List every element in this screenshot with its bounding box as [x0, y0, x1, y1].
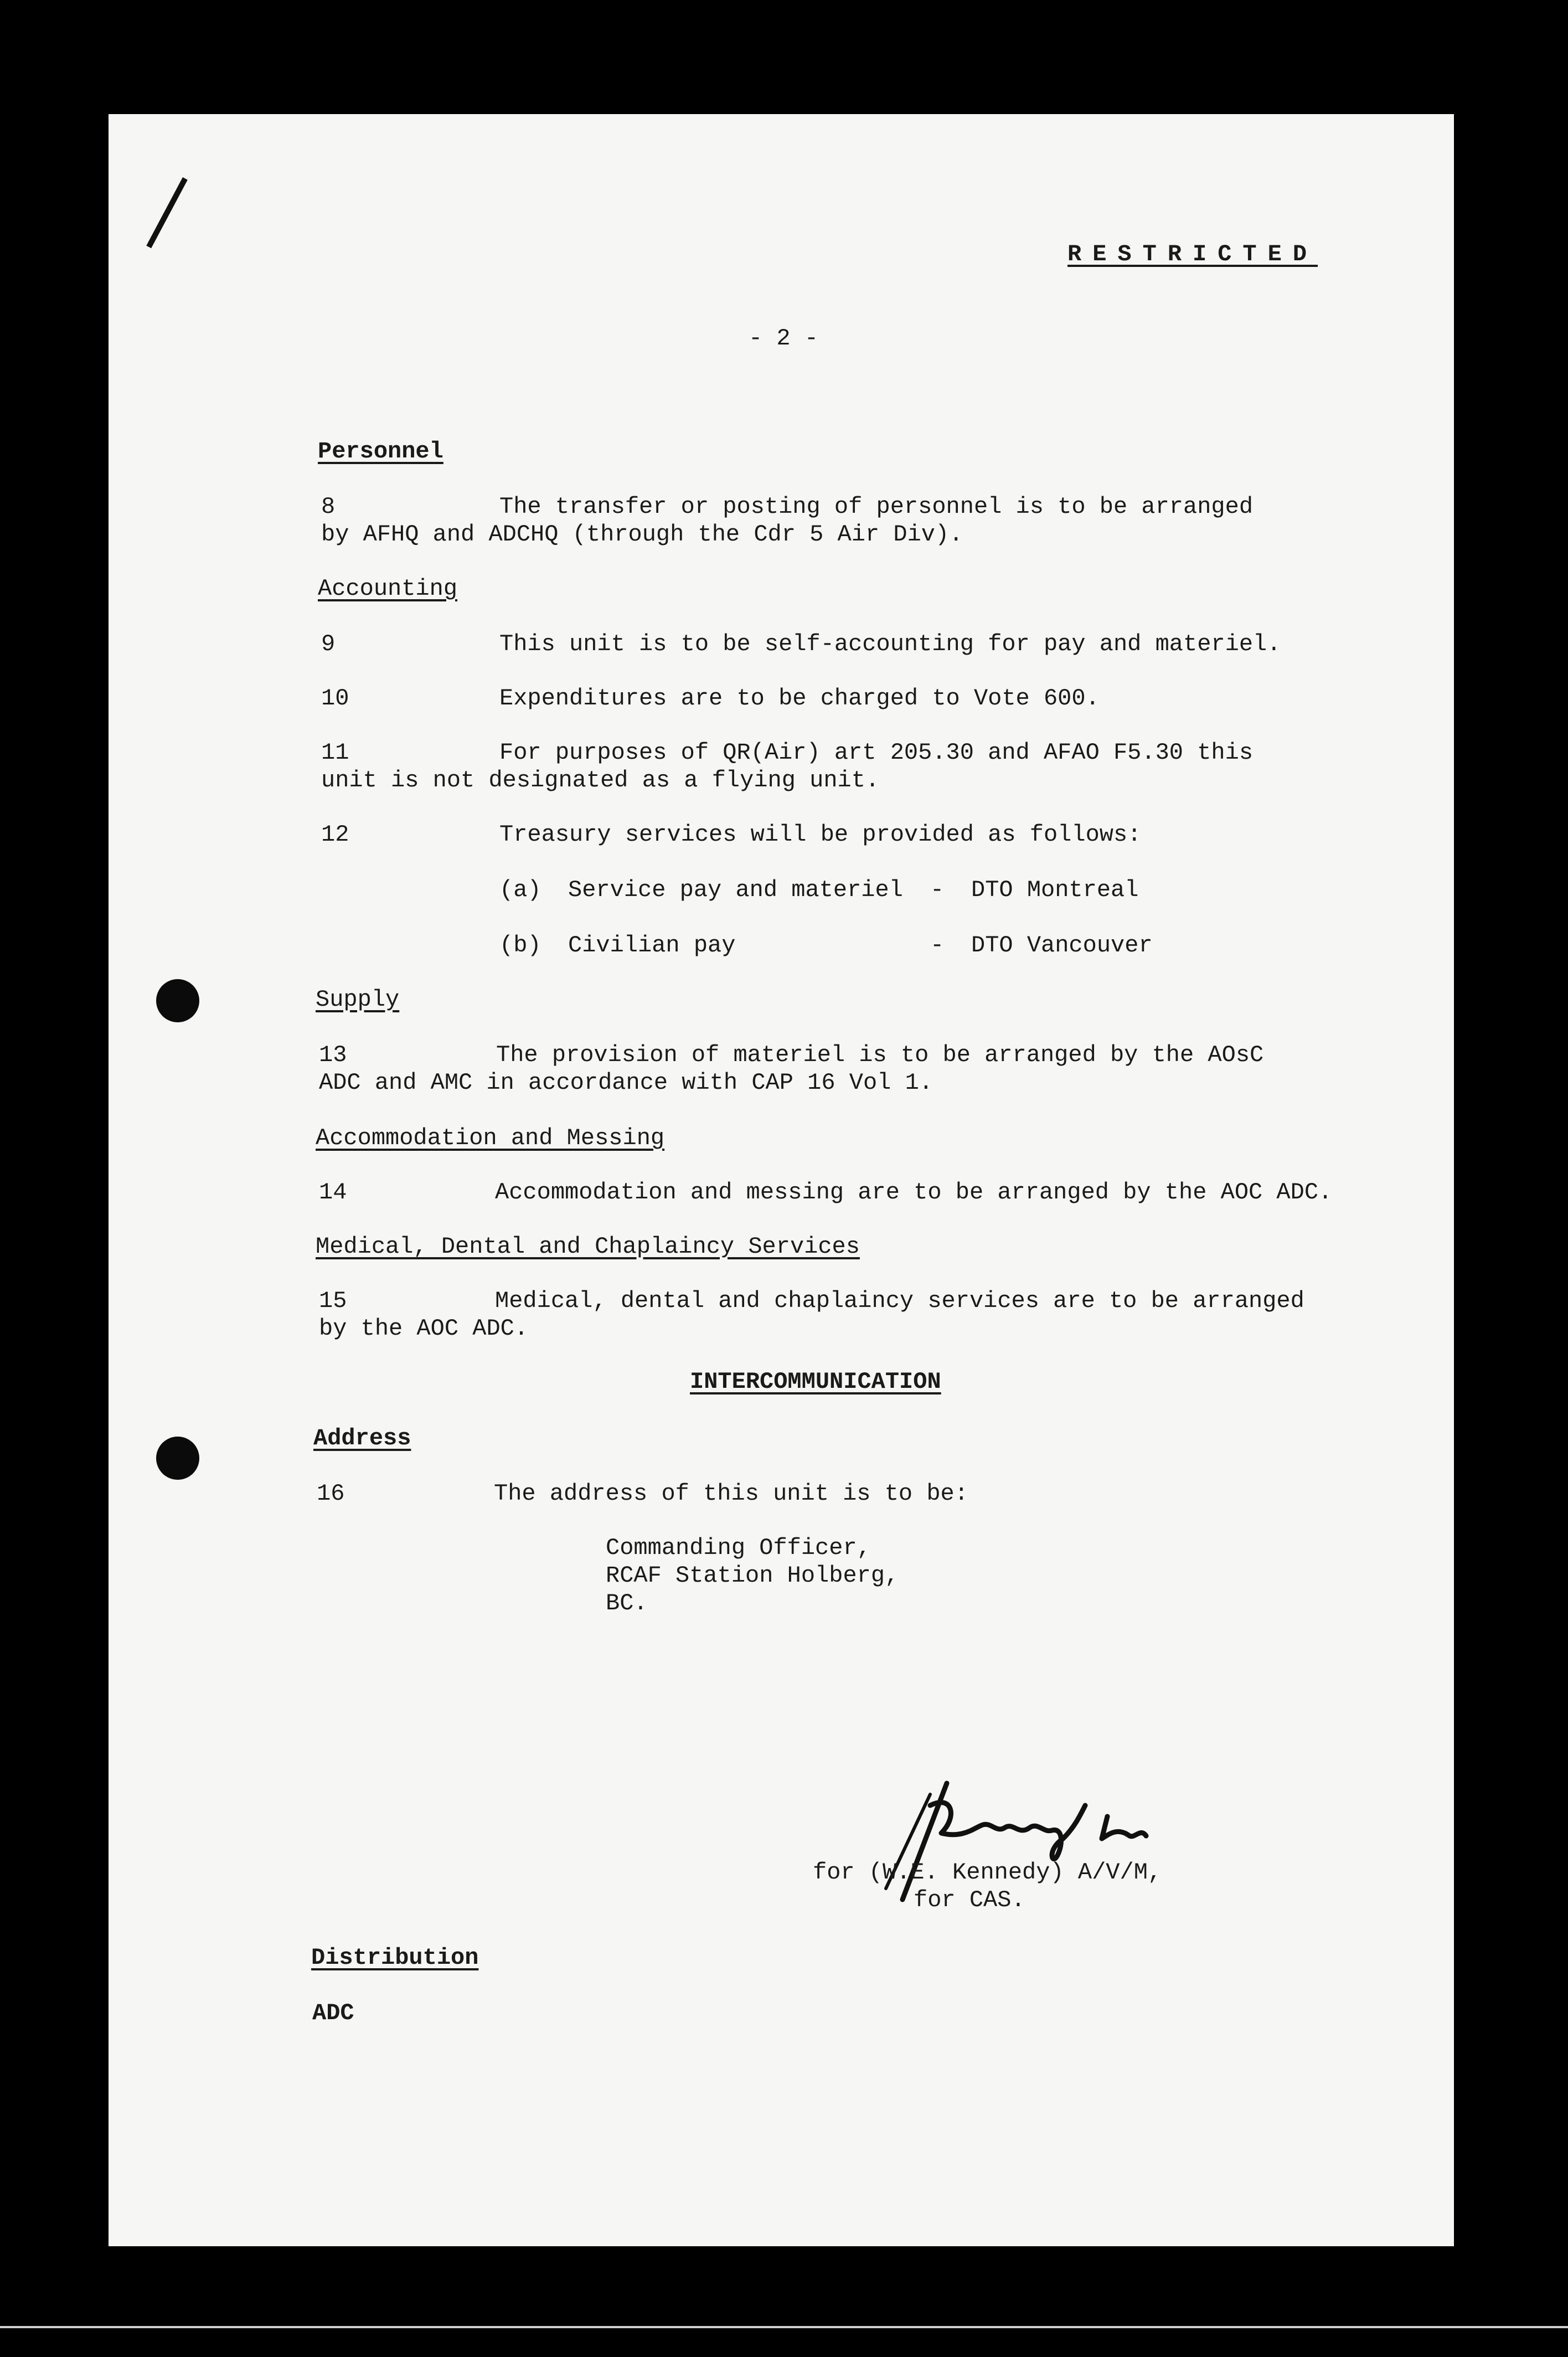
punch-hole-top — [156, 979, 199, 1022]
signature-line-2: for CAS. — [914, 1887, 1025, 1913]
item-a-office: DTO Montreal — [971, 877, 1139, 903]
classification-marking: RESTRICTED — [1067, 241, 1318, 267]
address-line-2: RCAF Station Holberg, — [606, 1562, 899, 1589]
item-a-service: Service pay and materiel — [568, 877, 903, 903]
para-15-line-2: by the AOC ADC. — [319, 1315, 529, 1342]
medical-heading: Medical, Dental and Chaplaincy Services — [316, 1233, 860, 1260]
item-a-dash: - — [930, 877, 945, 903]
para-11-number: 11 — [321, 739, 349, 766]
para-8-number: 8 — [321, 493, 336, 520]
address-line-3: BC. — [606, 1590, 648, 1617]
para-16-text: The address of this unit is to be: — [494, 1480, 968, 1507]
para-15-number: 15 — [319, 1288, 347, 1314]
para-9-text: This unit is to be self-accounting for pay and materiel. — [499, 631, 1281, 657]
accounting-heading: Accounting — [318, 575, 458, 602]
distribution-recipient: ADC — [312, 2000, 354, 2026]
para-13-line-1: The provision of materiel is to be arranged by the AOsC — [496, 1042, 1264, 1068]
accommodation-heading: Accommodation and Messing — [316, 1125, 665, 1151]
para-11-line-2: unit is not designated as a flying unit. — [321, 767, 880, 794]
para-10-number: 10 — [321, 685, 349, 712]
para-14-number: 14 — [319, 1179, 347, 1206]
page-number: - 2 - — [749, 325, 819, 352]
para-9-number: 9 — [321, 631, 336, 657]
para-12-text: Treasury services will be provided as follows: — [499, 821, 1142, 848]
para-16-number: 16 — [317, 1480, 345, 1507]
address-heading: Address — [313, 1425, 411, 1452]
para-12-number: 12 — [321, 821, 349, 848]
item-a-label: (a) — [499, 877, 541, 903]
intercommunication-heading: INTERCOMMUNICATION — [690, 1368, 941, 1395]
para-13-number: 13 — [319, 1042, 347, 1068]
para-13-line-2: ADC and AMC in accordance with CAP 16 Vol 1. — [319, 1069, 933, 1096]
distribution-heading: Distribution — [311, 1944, 479, 1971]
para-11-line-1: For purposes of QR(Air) art 205.30 and AFAO F5.30 this — [499, 739, 1254, 766]
item-b-dash: - — [930, 932, 945, 959]
personnel-heading: Personnel — [318, 438, 443, 465]
supply-heading: Supply — [316, 986, 400, 1013]
address-line-1: Commanding Officer, — [606, 1535, 871, 1561]
para-14-text: Accommodation and messing are to be arranged by the AOC ADC. — [495, 1179, 1333, 1206]
para-15-line-1: Medical, dental and chaplaincy services are to be arranged — [495, 1288, 1304, 1314]
item-b-label: (b) — [499, 932, 541, 959]
signature-line-1: for (W.E. Kennedy) A/V/M, — [813, 1859, 1162, 1886]
item-b-service: Civilian pay — [568, 932, 736, 959]
film-edge-line — [0, 2326, 1568, 2328]
para-8-line-2: by AFHQ and ADCHQ (through the Cdr 5 Air Div). — [321, 521, 963, 548]
item-b-office: DTO Vancouver — [971, 932, 1153, 959]
para-8-line-1: The transfer or posting of personnel is to be arranged — [499, 493, 1254, 520]
punch-hole-bottom — [156, 1437, 199, 1480]
para-10-text: Expenditures are to be charged to Vote 600. — [499, 685, 1100, 712]
